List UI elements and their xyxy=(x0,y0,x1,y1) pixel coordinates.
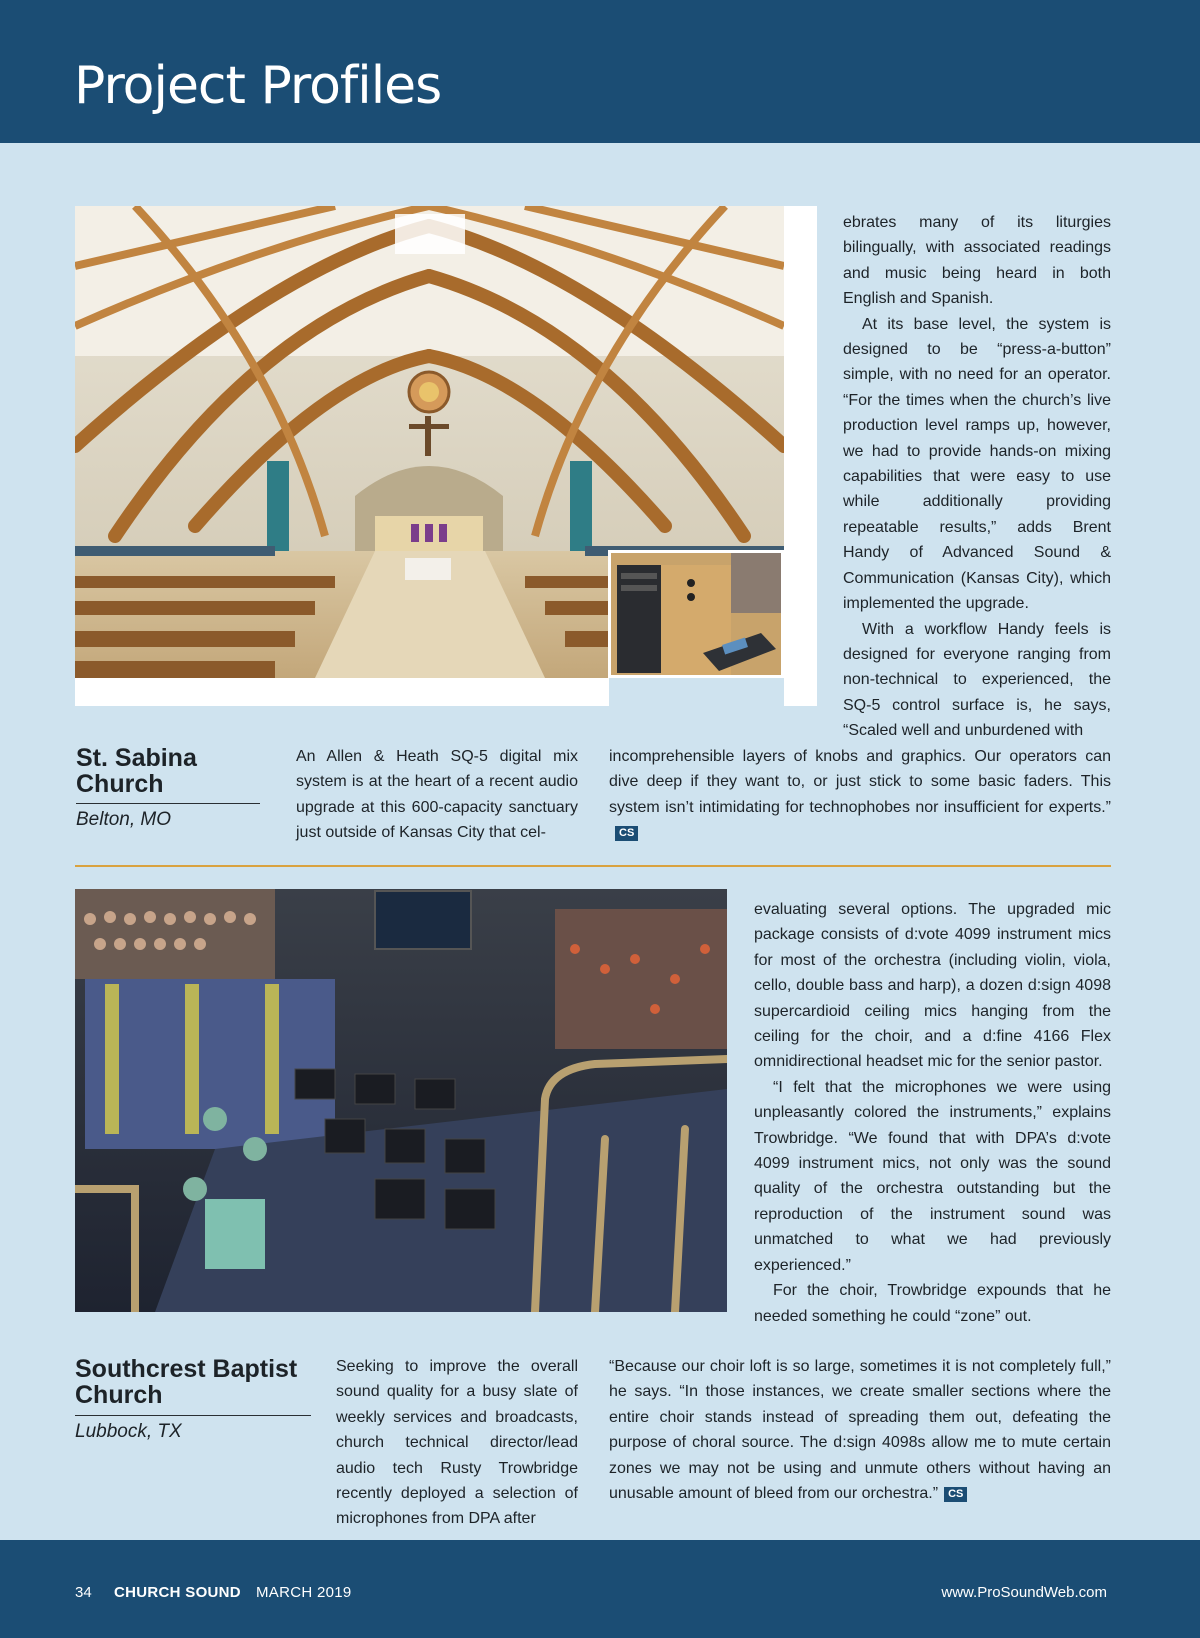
profile2-col1: Seeking to improve the overall sound quality for a busy slate of weekly services and broadcasts, church technical director/lead audio tech Rusty Trowbridge recently deployed a selection of microphones from DPA after xyxy=(336,1358,578,1528)
issue-date: MARCH 2019 xyxy=(256,1584,352,1601)
page-footer xyxy=(0,1540,1200,1638)
website-link[interactable]: www.ProSoundWeb.com xyxy=(941,1584,1107,1601)
page-title: Project Profiles xyxy=(74,56,442,116)
profile1-bottom-text xyxy=(609,744,1111,846)
profile1-name-rule xyxy=(76,803,260,804)
page-header xyxy=(0,0,1200,143)
profile1-col1: An Allen & Heath SQ-5 digital mix system is at the heart of a recent audio upgrade at this 600-capacity sanctuary just outside of Kansas City that cel- xyxy=(296,748,578,842)
profile2-bottom-text-body: “Because our choir loft is so large, sometimes it is not completely full,” he says. “In those instances, we create smaller sections where the entire choir stands instead of spreading them out, defeating the purpose of choral source. The d:sign 4098s allow me to mute certain zones we may not be using and unmute others without having an unusable amount of bleed from our orchestra.” xyxy=(609,1358,1111,1503)
profile2-right-p1: evaluating several options. The upgraded mic package consists of d:vote 4099 instrument mics for most of the orchestra (including violin, viola, cello, double bass and harp), a dozen d:sign 4098 supercardioid ceiling mics hanging from the ceiling for the choir, and a d:fine 4166 Flex omnidirectional headset mic for the senior pastor. xyxy=(754,901,1111,1071)
profile1-right-p2: At its base level, the system is designed to be “press-a-button” simple, with no need for an operator. “For the times when the church’s live production level ramps up, however, we had to provide hands-on mixing capabilities that were easy to use while additionally providing repeatable results,” adds Brent Handy of Advanced Sound & Communication (Kansas City), which implemented the upgrade. xyxy=(843,315,1111,613)
profile2-bottom-text xyxy=(609,1354,1111,1506)
console-inset-photo xyxy=(608,550,784,678)
orchestra-photo xyxy=(75,889,727,1312)
page-number: 34 xyxy=(75,1584,92,1601)
section-divider xyxy=(75,865,1111,867)
profile2-right-p2: “I felt that the microphones we were using unpleasantly colored the instruments,” explains Trowbridge. “We found that with DPA’s d:vote 4099 instrument mics, not only was the sound quality of the orchestra outstanding but the reproduction of the instrument sound was unmatched to what we had previously experienced.” xyxy=(754,1078,1111,1274)
profile2-right-p3: For the choir, Trowbridge expounds that he needed something he could “zone” out. xyxy=(754,1282,1111,1325)
profile1-right-p3: With a workflow Handy feels is designed for everyone ranging from non-technical to experienced, the SQ-5 control surface is, he says, “Scaled well and unburdened with xyxy=(843,620,1111,740)
photo-white-strip xyxy=(75,678,609,706)
cs-end-badge: CS xyxy=(615,826,638,841)
cs-end-badge: CS xyxy=(944,1487,967,1502)
profile2-right-column xyxy=(754,897,1111,1329)
profile1-right-p1: ebrates many of its liturgies bilingually, with associated readings and music being heard in both English and Spanish. xyxy=(843,214,1111,308)
profile2-name-rule xyxy=(75,1415,311,1416)
magazine-name: CHURCH SOUND xyxy=(114,1584,241,1601)
sanctuary-photo xyxy=(75,206,784,678)
profile1-name: St. Sabina Church xyxy=(76,744,197,798)
profile2-name: Southcrest Baptist Church xyxy=(75,1355,298,1409)
photo-white-strip-right xyxy=(784,206,817,706)
profile1-location: Belton, MO xyxy=(76,809,172,830)
profile1-bottom-text-body: incomprehensible layers of knobs and graphics. Our operators can dive deep if they want to, or just stick to some basic faders. This system isn’t intimidating for technophobes nor insufficient for experts.” xyxy=(609,748,1111,816)
profile1-right-column xyxy=(843,210,1111,744)
profile2-location: Lubbock, TX xyxy=(75,1421,182,1442)
